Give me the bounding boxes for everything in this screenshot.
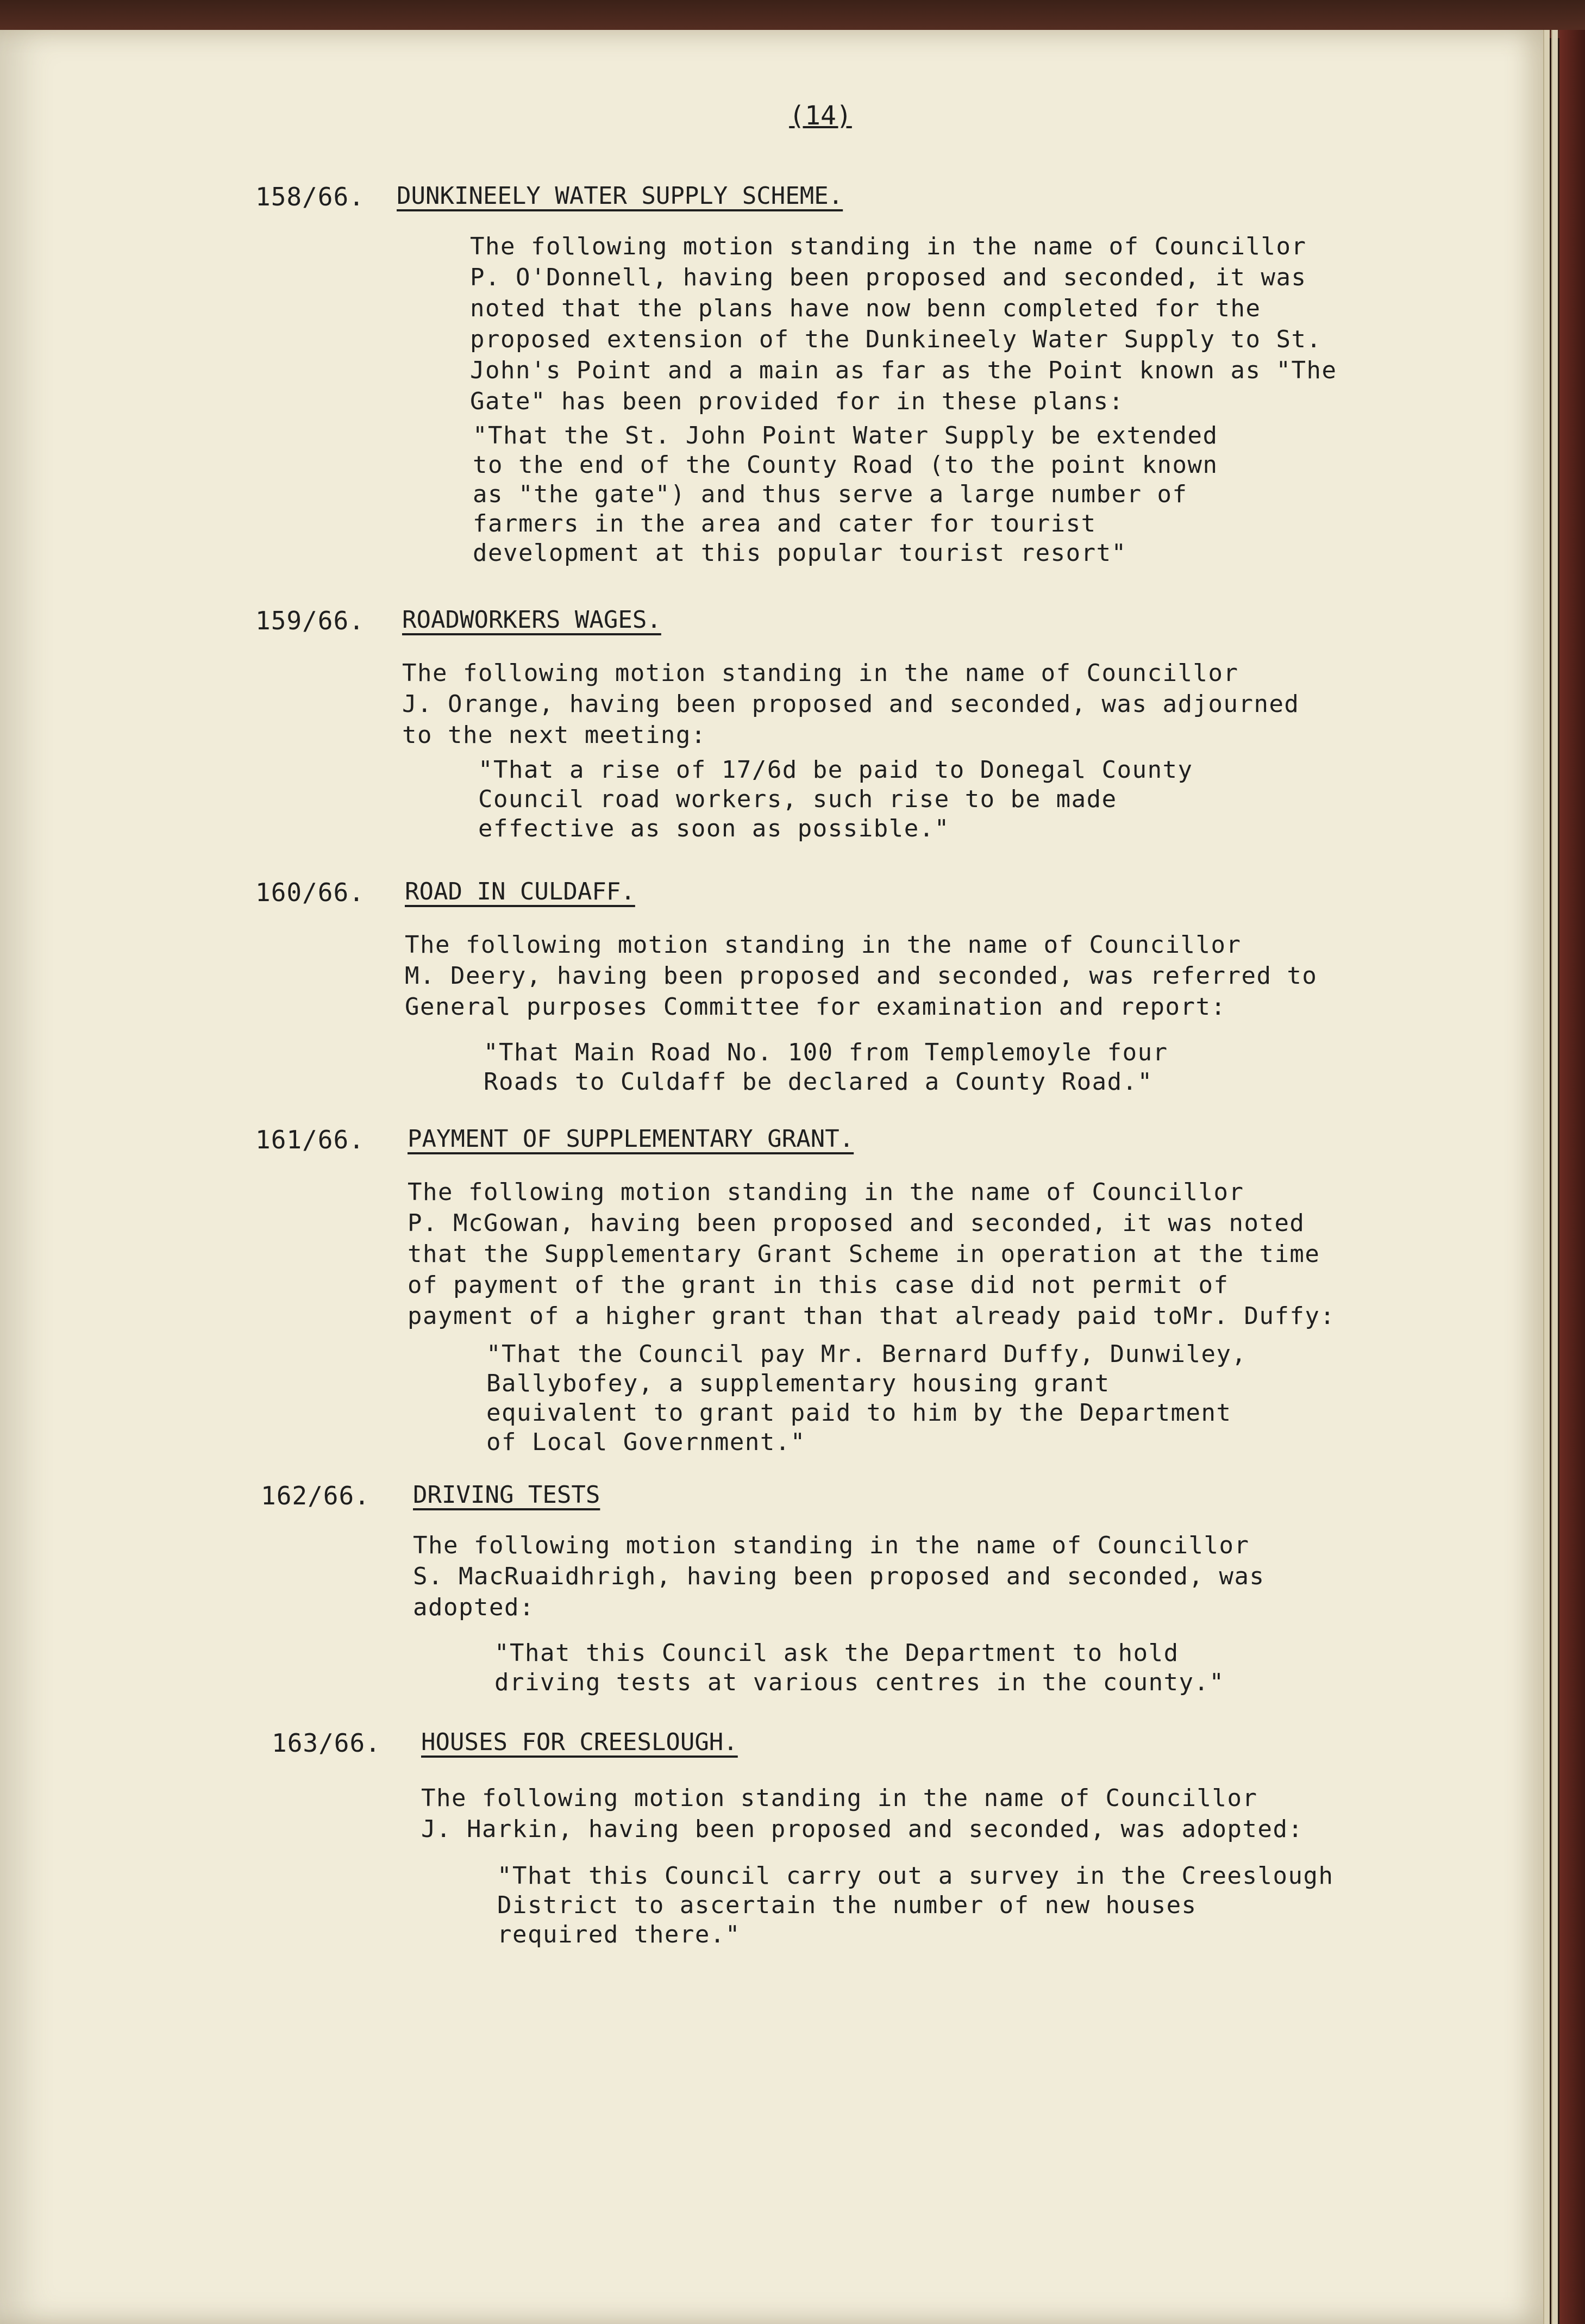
item-paragraph: The following motion standing in the name of Councillor M. Deery, having been proposed and seconded, was referred to General purposes Committee for examination and report: — [405, 931, 1318, 1021]
page-edge — [1543, 30, 1550, 2324]
item-quote: "That this Council ask the Department to hold driving tests at various centres in the county." — [494, 1639, 1225, 1696]
item-title: ROADWORKERS WAGES. — [402, 606, 661, 634]
item-paragraph: The following motion standing in the name of Councillor J. Harkin, having been proposed and seconded, was adopted: — [421, 1784, 1304, 1843]
item-title: HOUSES FOR CREESLOUGH. — [421, 1728, 738, 1756]
item-number: 161/66. — [255, 1125, 365, 1154]
item-quote: "That this Council carry out a survey in the Creeslough District to ascertain the number of new houses required there." — [497, 1862, 1334, 1948]
item-quote: "That a rise of 17/6d be paid to Donegal County Council road workers, such rise to be made effective as soon as possible." — [478, 756, 1193, 842]
item-quote: "That the St. John Point Water Supply be extended to the end of the County Road (to the point known as "the gate") and thus serve a large number of farmers in the area and cater for tourist development at this popular tourist resort" — [473, 422, 1218, 567]
item-number: 163/66. — [272, 1728, 381, 1758]
item-paragraph: The following motion standing in the name of Councillor P. O'Donnell, having been proposed and seconded, it was noted that the plans have now benn completed for the proposed extension of the Dunkineely Water Supply to St. John's Point and a main as far as the Point known as "The Gate" has been provided for in these plans: — [470, 233, 1337, 415]
item-paragraph: The following motion standing in the name of Councillor J. Orange, having been proposed and seconded, was adjourned to the next meeting: — [402, 659, 1300, 749]
item-title: DRIVING TESTS — [413, 1481, 600, 1509]
page-number: (14) — [789, 101, 852, 131]
book-spine — [1559, 30, 1585, 2324]
item-title: PAYMENT OF SUPPLEMENTARY GRANT. — [408, 1125, 854, 1153]
page-edge — [1551, 30, 1558, 2324]
item-number: 162/66. — [261, 1481, 370, 1510]
item-paragraph: The following motion standing in the name of Councillor S. MacRuaidhrigh, having been proposed and seconded, was adopted: — [413, 1532, 1265, 1621]
item-number: 160/66. — [255, 878, 365, 907]
item-title: DUNKINEELY WATER SUPPLY SCHEME. — [397, 182, 843, 210]
item-quote: "That the Council pay Mr. Bernard Duffy, Dunwiley, Ballybofey, a supplementary housing grant equivalent to grant paid to him by the Department of Local Government." — [486, 1340, 1247, 1456]
item-number: 158/66. — [255, 182, 365, 211]
item-title: ROAD IN CULDAFF. — [405, 878, 635, 905]
item-number: 159/66. — [255, 606, 365, 635]
item-quote: "That Main Road No. 100 from Templemoyle four Roads to Culdaff be declared a County Road." — [484, 1039, 1168, 1096]
item-paragraph: The following motion standing in the name of Councillor P. McGowan, having been proposed and seconded, it was noted that the Supplementary Grant Scheme in operation at the time of payment of the grant in this case did not permit of payment of a higher grant than that already paid toMr. Duffy: — [408, 1178, 1336, 1330]
